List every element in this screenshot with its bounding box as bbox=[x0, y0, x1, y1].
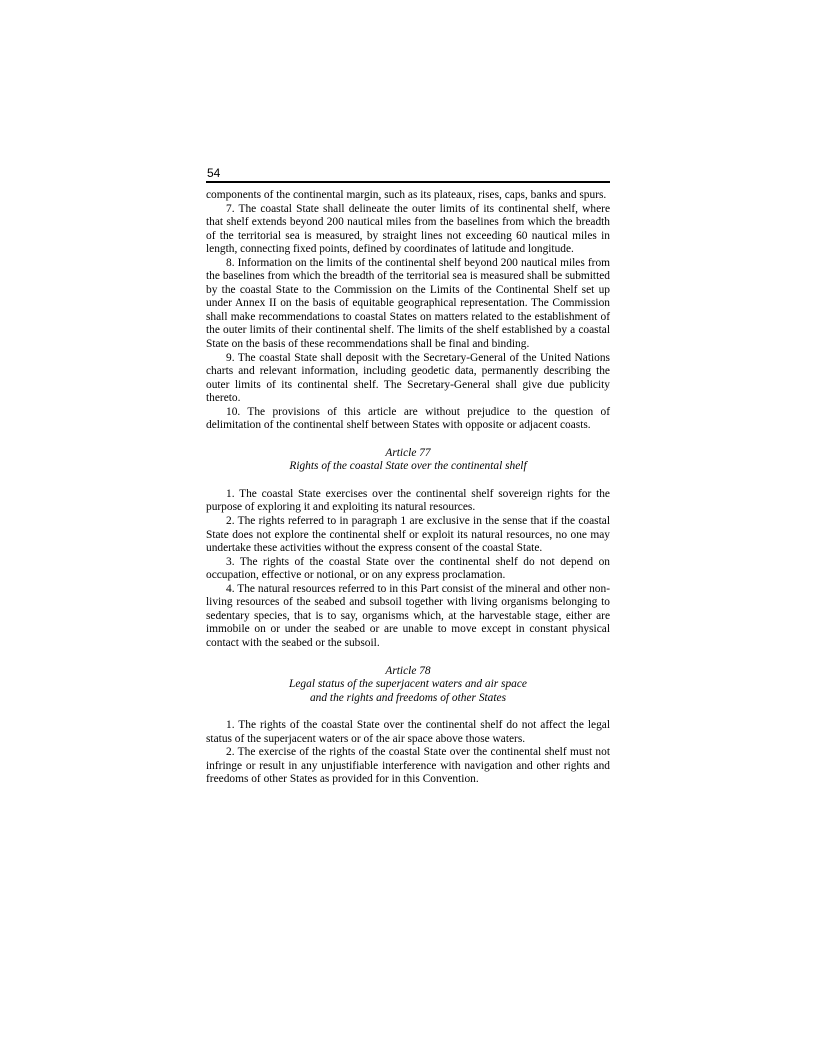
article77-paragraph-1: 1. The coastal State exercises over the continental shelf sovereign rights for the purpose of exploring it and exploiting its natural resources. bbox=[206, 487, 610, 514]
article77-heading bbox=[206, 447, 610, 474]
article77-paragraph-3: 3. The rights of the coastal State over the continental shelf do not depend on occupation, effective or notional, or on any express proclamation. bbox=[206, 555, 610, 582]
article78-paragraph-1: 1. The rights of the coastal State over the continental shelf do not affect the legal status of the superjacent waters or of the air space above those waters. bbox=[206, 719, 610, 745]
document-page bbox=[206, 166, 610, 787]
article77-title: Rights of the coastal State over the continental shelf bbox=[289, 460, 527, 473]
article76-paragraph-7: 7. The coastal State shall delineate the outer limits of its continental shelf, where that shelf extends beyond 200 nautical miles from the baselines from which the breadth of the territorial sea is measured, by straight lines not exceeding 60 nautical miles in length, connecting fixed points, defined by coordinates of latitude and longitude. bbox=[206, 202, 610, 256]
article78-heading bbox=[206, 665, 610, 706]
article77-paragraph-2: 2. The rights referred to in paragraph 1 are exclusive in the sense that if the coastal State does not explore the continental shelf or exploit its natural resources, no one may undertake these activities without the express consent of the coastal State. bbox=[206, 515, 610, 555]
article78-number: Article 78 bbox=[385, 664, 431, 677]
article78-title-line-2: and the rights and freedoms of other States bbox=[309, 691, 507, 704]
article77-paragraph-4: 4. The natural resources referred to in this Part consist of the mineral and other non-living resources of the seabed and subsoil together with living organisms belonging to sedentary species, that is to say, organisms which, at the harvestable stage, either are immobile on or under the seabed or are unable to move except in constant physical contact with the seabed or the subsoil. bbox=[206, 582, 610, 649]
article76-paragraph-8: 8. Information on the limits of the continental shelf beyond 200 nautical miles from the baselines from which the breadth of the territorial sea is measured shall be submitted by the coastal State to the Commission on the Limits of the Continental Shelf set up under Annex II on the basis of equitable geographical representation. The Commission shall make recommendations to coastal States on matters related to the establishment of the outer limits of their continental shelf. The limits of the shelf established by a coastal State on the basis of these recommendations shall be final and binding. bbox=[206, 256, 610, 351]
article76-paragraph-9: 9. The coastal State shall deposit with the Secretary-General of the United Nations charts and relevant information, including geodetic data, permanently describing the outer limits of its continental shelf. The Secretary-General shall give due publicity thereto. bbox=[206, 351, 610, 405]
article78-title-line-1: Legal status of the superjacent waters and air space bbox=[289, 678, 527, 691]
continuation-paragraph: components of the continental margin, such as its plateaux, rises, caps, banks and spurs. bbox=[206, 189, 607, 201]
article76-paragraph-10: 10. The provisions of this article are without prejudice to the question of delimitation of the continental shelf between States with opposite or adjacent coasts. bbox=[206, 405, 610, 432]
article77-number: Article 77 bbox=[385, 446, 431, 459]
body-text bbox=[206, 189, 610, 787]
article78-paragraph-2: 2. The exercise of the rights of the coastal State over the continental shelf must not infringe or result in any unjustifiable interference with navigation and other rights and freedoms of other States as provided for in this Convention. bbox=[206, 746, 610, 786]
page-number: 54 bbox=[206, 166, 610, 183]
